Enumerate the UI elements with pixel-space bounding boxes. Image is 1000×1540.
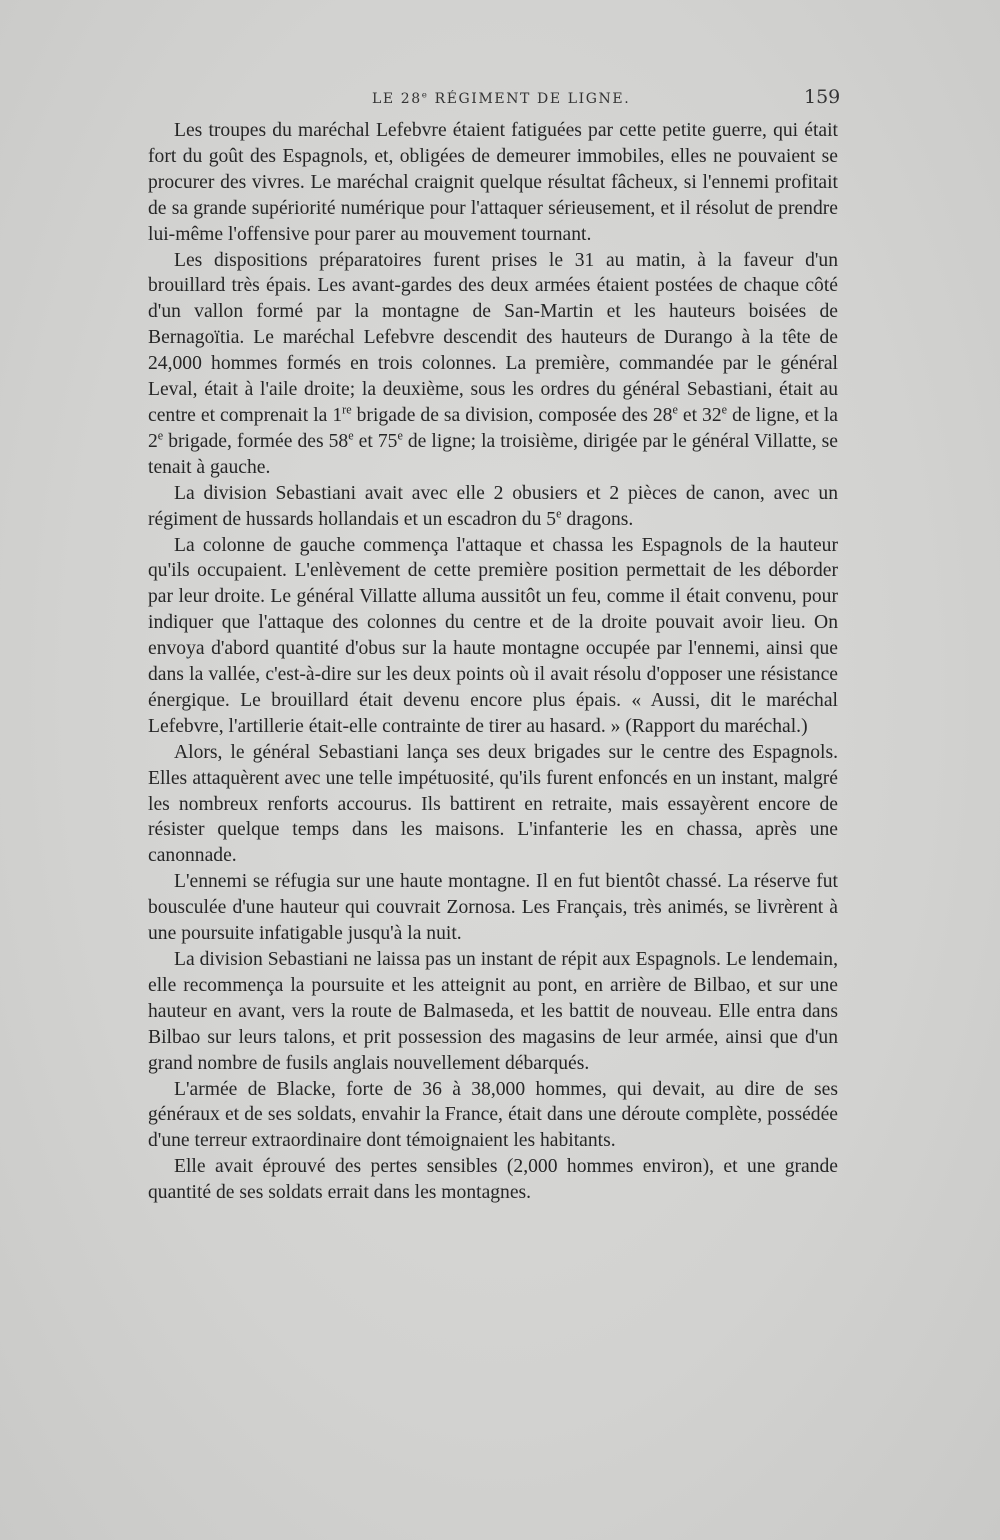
running-head-superscript: e bbox=[421, 90, 429, 101]
running-head-suffix: RÉGIMENT DE LIGNE. bbox=[428, 91, 631, 107]
paragraph-2-text: et 75 bbox=[353, 430, 398, 452]
body-text bbox=[148, 118, 838, 1206]
paragraph-2-text: brigade de sa division, composée des 28 bbox=[351, 404, 673, 426]
paragraph-2-text: brigade, formée des 58 bbox=[163, 430, 349, 452]
paragraph-2-text: de ligne, et la 2 bbox=[148, 404, 838, 452]
ordinal-superscript: e bbox=[348, 428, 354, 443]
ordinal-superscript: e bbox=[397, 428, 403, 443]
ordinal-superscript: re bbox=[342, 402, 352, 417]
paragraph-2 bbox=[148, 248, 838, 481]
ordinal-superscript: e bbox=[721, 402, 728, 417]
paragraph-8: L'armée de Blacke, forte de 36 à 38,000 hommes, qui devait, au dire de ses généraux et de ses soldats, envahir la France, était dans une déroute complète, possédée d'une terreur extraordinaire dont témoignaient les habitants. bbox=[148, 1078, 838, 1152]
paragraph-7: La division Sebastiani ne laissa pas un instant de répit aux Espagnols. Le lendemain, elle recommença la poursuite et les atteignit au pont, en arrière de Bilbao, et sur une hauteur en avant, vers la route de Balmaseda, et les battit de nouveau. Elle entra dans Bilbao sur leurs talons, et prit possession des magasins de leur armée, ainsi que d'un grand nombre de fusils anglais nouvellement débarqués. bbox=[148, 949, 838, 1074]
running-head-prefix: LE 28 bbox=[372, 91, 422, 107]
paragraph-2-text: Les dispositions préparatoires furent prises le 31 au matin, à la faveur d'un brouillard très épais. Les avant-gardes des deux armées étaient postées de chaque côté d'un vallon formé par la montagne de San-Martin et les hauteurs boisées de Bernagoïtia. Le maréchal Lefebvre descendit des hauteurs de Durango à la tête de 24,000 hommes formés en trois colonnes. La première, commandée par le général Leval, était à l'aile droite; la deuxième, sous les ordres du général Sebastiani, était au centre et comprenait la 1 bbox=[148, 249, 838, 426]
running-head bbox=[372, 91, 630, 107]
paragraph-5: Alors, le général Sebastiani lança ses deux brigades sur le centre des Espagnols. Elles attaquèrent avec une telle impétuosité, qu'ils furent enfoncés en un instant, malgré les nombreux renforts accourus. Ils battirent en retraite, mais essayèrent encore de résister quelque temps dans les maisons. L'infanterie les en chassa, après une canonnade. bbox=[148, 741, 838, 867]
paragraph-1: Les troupes du maréchal Lefebvre étaient fatiguées par cette petite guerre, qui était fort du goût des Espagnols, et, obligées de demeurer immobiles, elles ne pouvaient se procurer des vivres. Le maréchal craignit quelque résultat fâcheux, si l'ennemi profitait de sa grande supériorité numérique pour l'attaquer sérieusement, et il résolut de prendre lui-même l'offensive pour parer au mouvement tournant. bbox=[148, 120, 838, 245]
page-number: 159 bbox=[804, 86, 841, 108]
paragraph-3-text: dragons. bbox=[561, 508, 634, 530]
paragraph-9: Elle avait éprouvé des pertes sensibles (2,000 hommes environ), et une grande quantité de ses soldats errait dans les montagnes. bbox=[148, 1156, 838, 1204]
paragraph-2-text: et 32 bbox=[677, 404, 722, 426]
ordinal-superscript: e bbox=[556, 506, 562, 521]
ordinal-superscript: e bbox=[672, 402, 678, 417]
paragraph-6: L'ennemi se réfugia sur une haute montagne. Il en fut bientôt chassé. La réserve fut bousculée d'une hauteur qui couvrait Zornosa. Les Français, très animés, se livrèrent à une poursuite infatigable jusqu'à la nuit. bbox=[148, 871, 838, 945]
paragraph-3-text: La division Sebastiani avait avec elle 2 obusiers et 2 pièces de canon, avec un régiment de hussards hollandais et un escadron du 5 bbox=[148, 482, 838, 530]
ordinal-superscript: e bbox=[157, 428, 164, 443]
paragraph-3 bbox=[148, 481, 838, 533]
paragraph-2-text: de ligne; la troisième, dirigée par le général Villatte, se tenait à gauche. bbox=[148, 430, 838, 478]
paragraph-4: La colonne de gauche commença l'attaque et chassa les Espagnols de la hauteur qu'ils occupaient. L'enlèvement de cette première position permettait de les déborder par leur droite. Le général Villatte alluma aussitôt un feu, comme il était convenu, pour indiquer que l'attaque des colonnes du centre et de la droite pouvait avoir lieu. On envoya d'abord quantité d'obus sur la haute montagne occupée par l'ennemi, ainsi que dans la vallée, c'est-à-dire sur les deux points où il avait résolu d'opposer une résistance énergique. Le brouillard était devenu encore plus épais. « Aussi, dit le maréchal Lefebvre, l'artillerie était-elle contrainte de tirer au hasard. » (Rapport du maréchal.) bbox=[148, 534, 838, 737]
